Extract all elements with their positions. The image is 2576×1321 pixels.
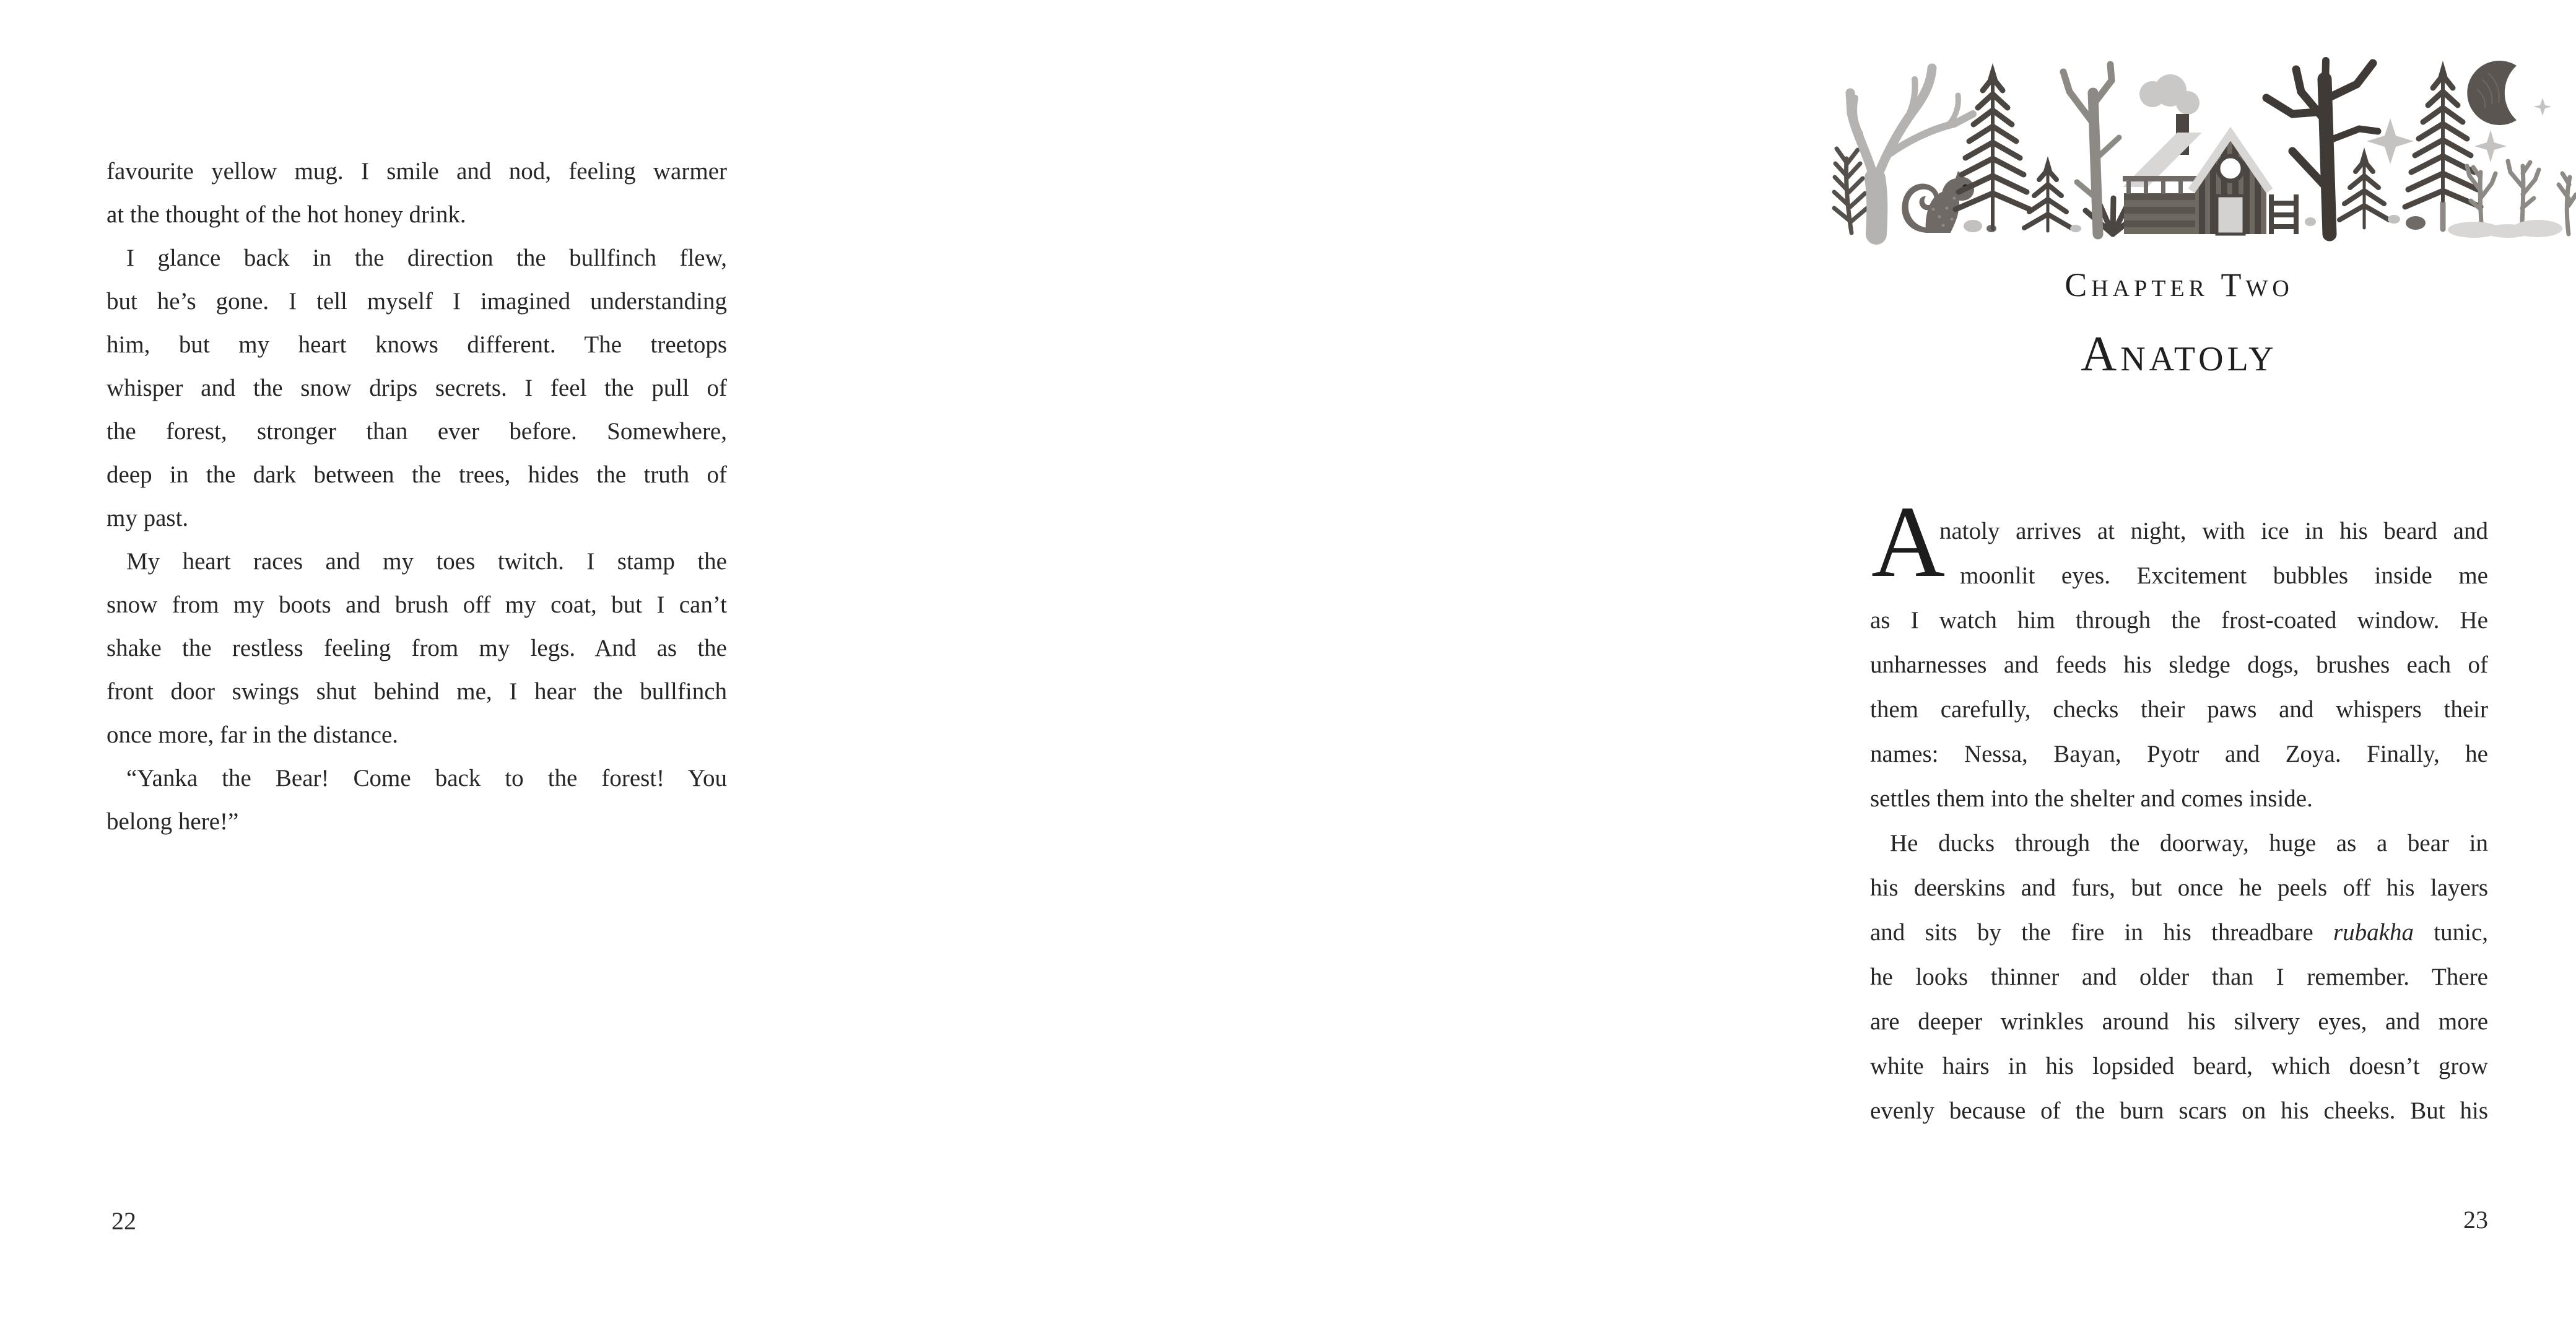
- text-line: I glance back in the direction the bullfinch flew,: [126, 245, 727, 271]
- text-line: are deeper wrinkles around his silvery eyes, and more: [1870, 1008, 2488, 1035]
- text-line: them carefully, checks their paws and whispers their: [1870, 696, 2488, 723]
- chimney-smoke-icon: [2139, 74, 2200, 115]
- fence: [2269, 194, 2299, 234]
- pebble: [2388, 215, 2400, 224]
- log-cabin-icon: [2123, 114, 2299, 234]
- text-line: evenly because of the burn scars on his cheeks. But his: [1870, 1097, 2488, 1124]
- text-line: and sits by the fire in his threadbare rubakha tunic,: [1870, 919, 2489, 946]
- pebble: [1964, 220, 1982, 232]
- drop-cap: A: [1871, 485, 1946, 598]
- text-line: he looks thinner and older than I remember. There: [1870, 964, 2488, 990]
- text-line: him, but my heart knows different. The treetops: [107, 331, 727, 358]
- right-page: [867, 0, 2489, 1321]
- snow-mounds-icon: [2448, 220, 2562, 238]
- chapter-label: Chapter Two: [2065, 266, 2294, 303]
- text-line: He ducks through the doorway, huge as a bear in: [1890, 830, 2488, 857]
- page-number-left: 22: [111, 1207, 136, 1235]
- round-window: [2218, 156, 2243, 181]
- sparkle-star-tiny-icon: [2533, 98, 2552, 116]
- pine-tree-small-right-icon: [2339, 147, 2389, 228]
- text-line: names: Nessa, Bayan, Pyotr and Zoya. Finally, he: [1870, 741, 2488, 767]
- text-line: my past.: [107, 505, 189, 531]
- text-line: the forest, stronger than ever before. Somewhere,: [107, 418, 727, 445]
- page-number-right: 23: [2463, 1206, 2488, 1234]
- twig-plant-icon: [2559, 173, 2576, 234]
- pebble: [2406, 216, 2426, 230]
- text-line: white hairs in his lopsided beard, which doesn’t grow: [1870, 1053, 2488, 1079]
- squirrel-icon: [1902, 171, 1974, 233]
- chapter-title: Anatoly: [2081, 327, 2278, 381]
- text-line: once more, far in the distance.: [107, 722, 399, 748]
- left-page-text: [107, 150, 727, 844]
- text-line: whisper and the snow drips secrets. I feel the pull of: [107, 375, 727, 401]
- text-line: settles them into the shelter and comes inside.: [1870, 785, 2313, 812]
- text-line: deep in the dark between the trees, hides the truth of: [107, 461, 727, 488]
- text-line: but he’s gone. I tell myself I imagined understanding: [107, 288, 727, 315]
- text-line: unharnesses and feeds his sledge dogs, brushes each of: [1870, 652, 2488, 678]
- fern-icon: [1834, 149, 1867, 233]
- text-line: snow from my boots and brush off my coat, but I can’t: [107, 591, 727, 618]
- sparkle-star-large-icon: [2367, 118, 2414, 164]
- text-line: front door swings shut behind me, I hear the bullfinch: [107, 678, 727, 705]
- sparkle-star-small-icon: [2474, 130, 2507, 162]
- crescent-moon-icon: [2467, 61, 2517, 125]
- pine-tree-large-icon: [1956, 63, 2030, 229]
- text-line: at the thought of the hot honey drink.: [107, 201, 466, 228]
- text-line: favourite yellow mug. I smile and nod, feeling warmer: [107, 158, 727, 185]
- pine-tree-small-icon: [2024, 156, 2071, 231]
- text-line: as I watch him through the frost-coated window. He: [1870, 607, 2488, 634]
- left-page: [0, 0, 867, 1321]
- text-line: moonlit eyes. Excitement bubbles inside me: [1960, 562, 2488, 589]
- text-line: shake the restless feeling from my legs. And as the: [107, 635, 727, 661]
- pebble: [2070, 225, 2081, 232]
- text-line: My heart races and my toes twitch. I stamp the: [126, 548, 727, 575]
- cabin-door: [2217, 196, 2244, 234]
- text-line: natoly arrives at night, with ice in his beard and: [1939, 518, 2488, 544]
- text-line: belong here!”: [107, 808, 239, 835]
- pebble: [2305, 217, 2316, 226]
- chapter-illustration: [1833, 54, 2576, 235]
- right-page-text: [1870, 509, 2488, 1133]
- text-line: his deerskins and furs, but once he peels off his layers: [1870, 874, 2488, 901]
- text-line: “Yanka the Bear! Come back to the forest! You: [126, 765, 727, 791]
